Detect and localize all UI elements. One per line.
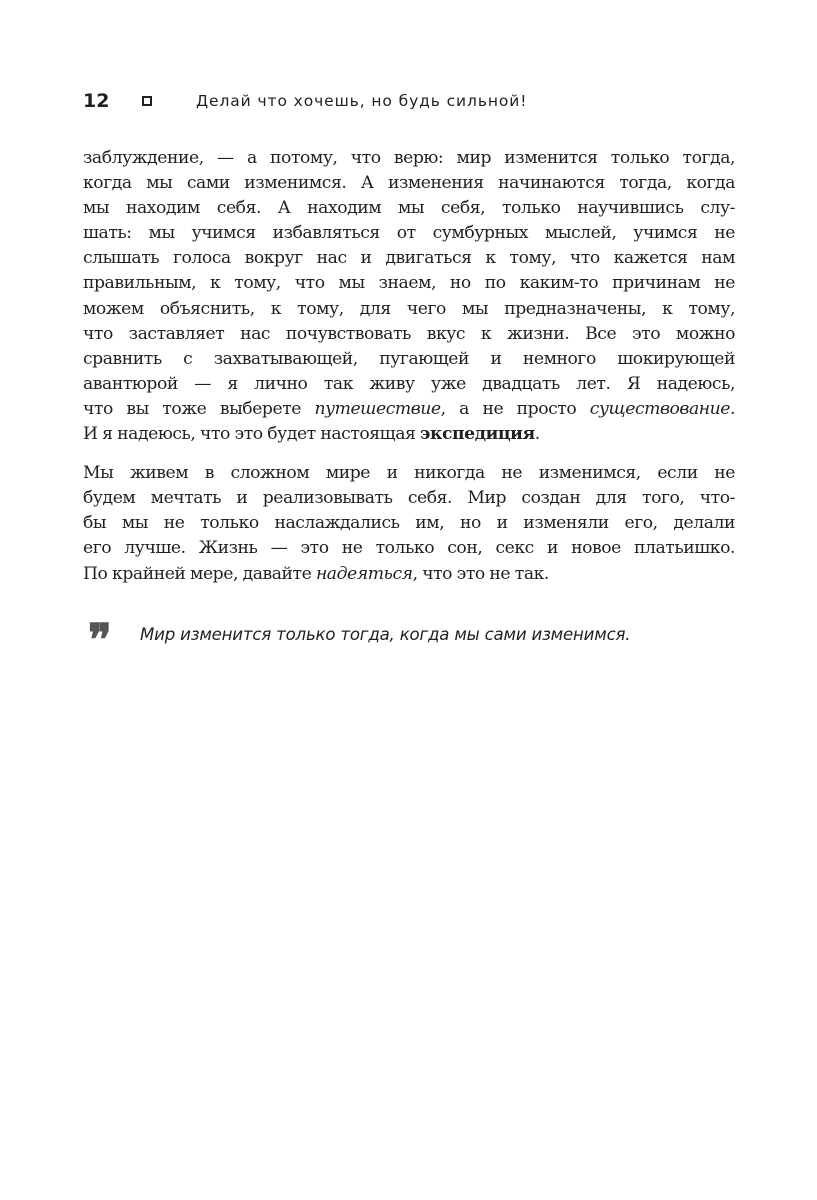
text-line: И я надеюсь, что это будет настоящая экспедиция.: [83, 424, 540, 445]
text-line: По крайней мере, давайте надеяться, что это не так.: [83, 563, 549, 584]
italic-word-hope: надеяться: [315, 563, 413, 584]
text-line: что заставляет нас почувствовать вкус к жизни. Все это можно: [83, 323, 735, 344]
italic-word-existence: существование: [589, 398, 730, 419]
text-line: когда мы сами изменимся. А изменения начинаются тогда, когда: [83, 173, 735, 194]
square-bullet-icon: [142, 96, 152, 106]
text-line: слышать голоса вокруг нас и двигаться к тому, что кажется нам: [83, 248, 735, 269]
paragraph-1: [83, 146, 735, 447]
italic-word-journey: путешествие: [314, 398, 441, 419]
quote-mark-icon: ❞: [88, 615, 109, 666]
page-header: [83, 88, 527, 114]
text-line: заблуждение, — а потому, что верю: мир изменится только тогда,: [83, 148, 735, 168]
text-line: авантюрой — я лично так живу уже двадцать лет. Я надеюсь,: [83, 373, 735, 394]
bold-word-expedition: экспедиция: [420, 424, 535, 445]
text-line: Мы живем в сложном мире и никогда не изменимся, если не: [83, 463, 735, 484]
quote-text: Мир изменится только тогда, когда мы сами изменимся.: [140, 624, 631, 644]
text-line: будем мечтать и реализовывать себя. Мир создан для того, что-: [83, 488, 735, 509]
text-line: шать: мы учимся избавляться от сумбурных мыслей, учимся не: [83, 223, 735, 244]
text-line: мы находим себя. А находим мы себя, только научившись слу-: [83, 198, 735, 219]
page-number: 12: [83, 90, 110, 112]
pull-quote: [88, 615, 631, 666]
paragraph-2: [83, 461, 735, 586]
text-line: можем объяснить, к тому, для чего мы предназначены, к тому,: [83, 298, 735, 319]
body-text: [83, 146, 735, 587]
running-title: Делай что хочешь, но будь сильной!: [196, 92, 528, 110]
text-line: правильным, к тому, что мы знаем, но по каким-то причинам не: [83, 273, 735, 294]
text-line: сравнить с захватывающей, пугающей и немного шокирующей: [83, 348, 735, 369]
text-line: его лучше. Жизнь — это не только сон, секс и новое платьишко.: [83, 538, 735, 559]
text-line: что вы тоже выберете путешествие, а не просто существование.: [83, 398, 735, 419]
text-line: бы мы не только наслаждались им, но и изменяли его, делали: [83, 513, 735, 534]
